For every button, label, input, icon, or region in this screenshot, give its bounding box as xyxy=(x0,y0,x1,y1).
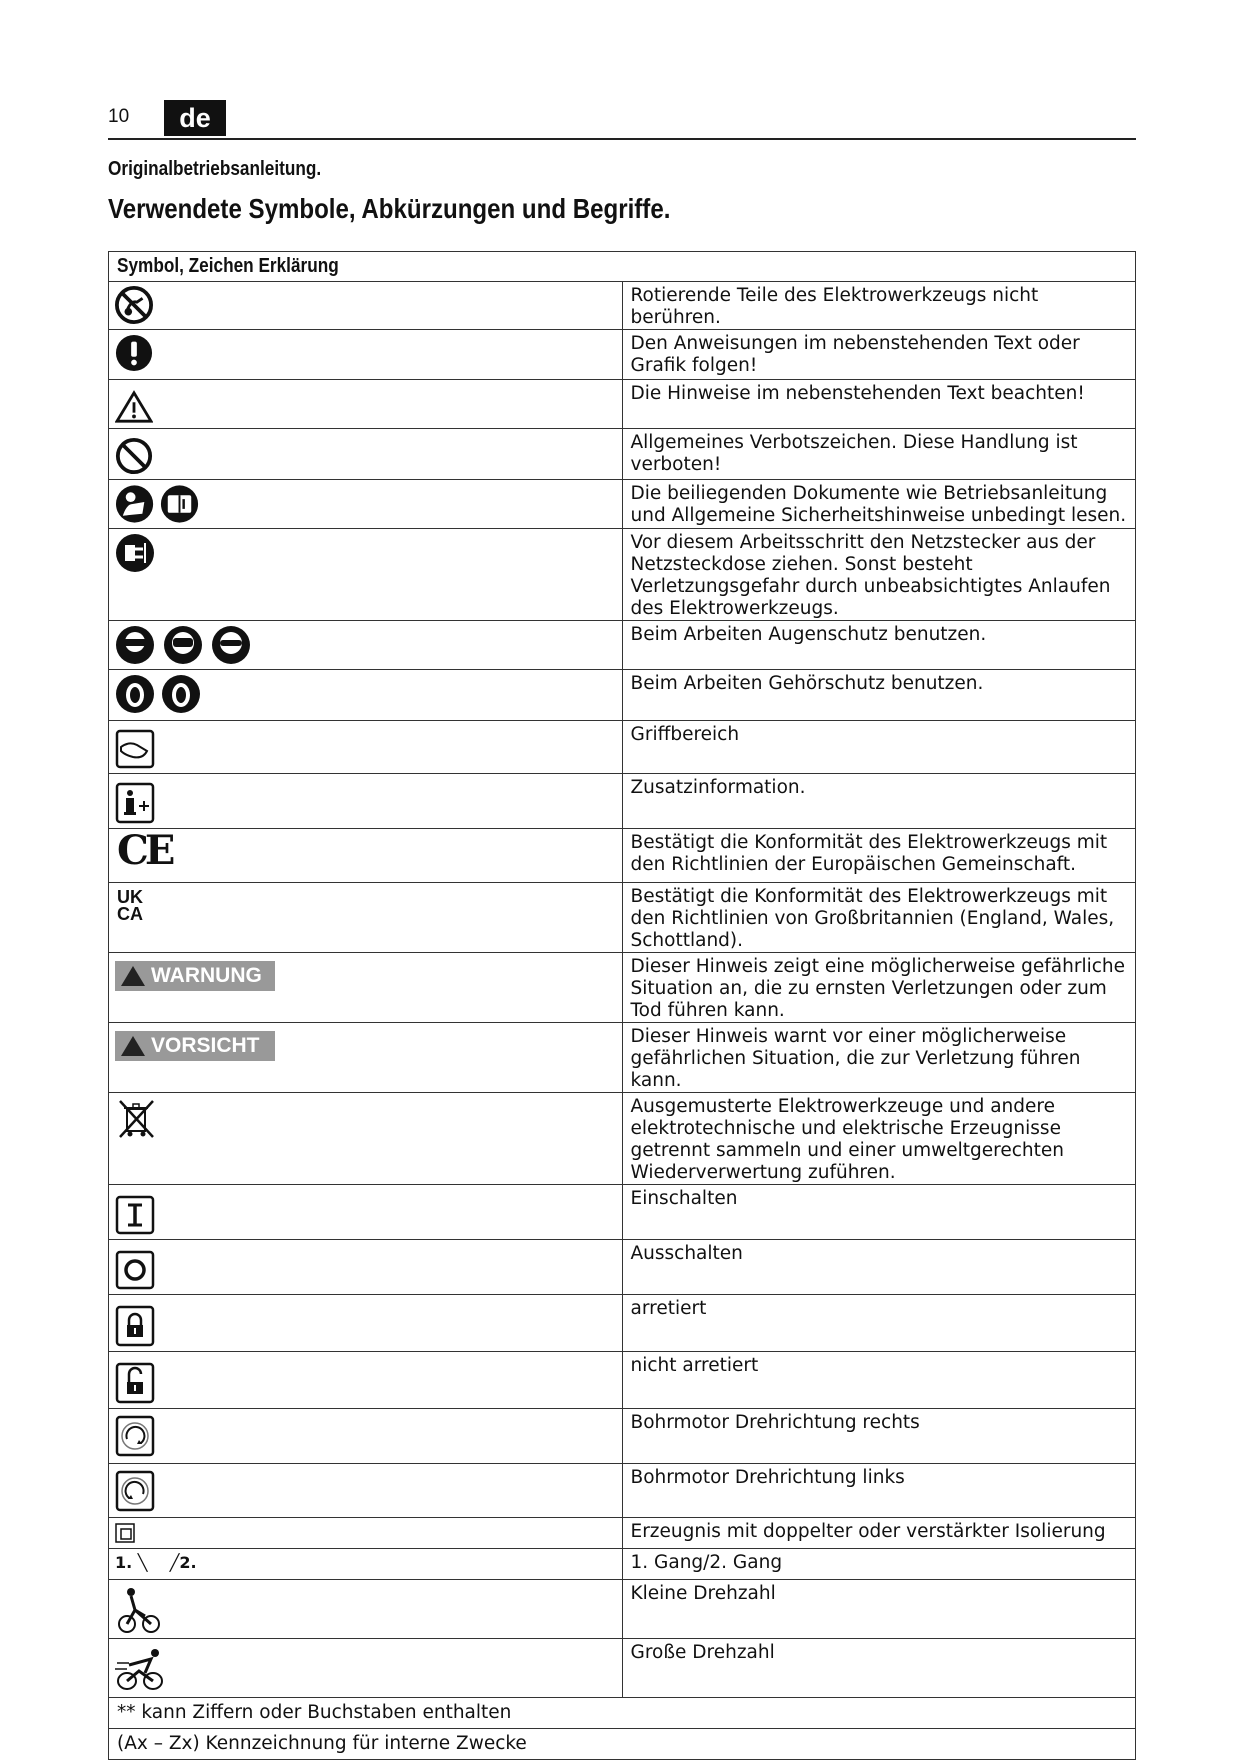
table-row xyxy=(109,1580,1136,1639)
table-row xyxy=(109,429,1136,480)
table-row xyxy=(109,1023,1136,1093)
page-header xyxy=(108,100,1136,140)
grip-area-icon xyxy=(115,729,155,769)
row-description: Beim Arbeiten Gehörschutz benutzen. xyxy=(622,670,1136,721)
row-description: Zusatzinformation. xyxy=(622,774,1136,829)
locked-icon xyxy=(115,1305,155,1347)
mandatory-action-icon xyxy=(115,334,153,372)
switch-on-icon xyxy=(115,1195,155,1235)
double-insulation-icon xyxy=(115,1523,135,1543)
table-row xyxy=(109,380,1136,429)
row-description: Allgemeines Verbotszeichen. Diese Handlung ist verboten! xyxy=(622,429,1136,480)
row-description: Rotierende Teile des Elektrowerkzeugs nicht berühren. xyxy=(622,282,1136,330)
caution-badge-label: VORSICHT xyxy=(151,1034,260,1057)
table-row xyxy=(109,721,1136,774)
ce-mark-icon: CE xyxy=(117,827,172,874)
document-subtitle: Originalbetriebsanleitung. xyxy=(108,158,322,180)
row-description: Bestätigt die Konformität des Elektrowerkzeugs mit den Richtlinien der Europäischen Gemeinschaft. xyxy=(622,829,1136,883)
row-description: Einschalten xyxy=(622,1185,1136,1240)
high-speed-icon xyxy=(115,1645,167,1693)
table-row xyxy=(109,621,1136,670)
table-row xyxy=(109,1518,1136,1549)
table-header: Symbol, Zeichen Erklärung xyxy=(109,252,1136,282)
table-footnote-row xyxy=(109,1698,1136,1729)
page-title: Verwendete Symbole, Abkürzungen und Begriffe. xyxy=(108,193,671,224)
footnote: (Ax – Zx) Kennzeichnung für interne Zwecke xyxy=(109,1729,1136,1760)
table-row xyxy=(109,1185,1136,1240)
eye-protection-icon xyxy=(115,625,251,665)
switch-off-icon xyxy=(115,1250,155,1290)
ukca-top: UK xyxy=(117,887,143,907)
table-row xyxy=(109,829,1136,883)
table-row xyxy=(109,1464,1136,1518)
table-row xyxy=(109,1549,1136,1580)
table-row xyxy=(109,1093,1136,1185)
table-row xyxy=(109,282,1136,330)
row-description: Erzeugnis mit doppelter oder verstärkter Isolierung xyxy=(622,1518,1136,1549)
table-row xyxy=(109,774,1136,829)
table-row xyxy=(109,1240,1136,1295)
row-description: Bestätigt die Konformität des Elektrowerkzeugs mit den Richtlinien von Großbritannien (England, Wales, Schottland). xyxy=(622,883,1136,953)
row-description: Große Drehzahl xyxy=(622,1639,1136,1698)
unplug-icon xyxy=(115,533,155,573)
language-tag: de xyxy=(164,100,226,136)
table-row xyxy=(109,1409,1136,1464)
table-row xyxy=(109,1639,1136,1698)
ukca-mark-icon xyxy=(109,883,622,929)
read-manual-icon xyxy=(115,484,201,524)
prohibition-icon xyxy=(115,437,153,475)
rotation-right-icon xyxy=(115,1415,155,1457)
no-touch-rotating-parts-icon xyxy=(115,286,153,324)
warning-badge-icon xyxy=(115,961,275,991)
low-speed-icon xyxy=(115,1586,163,1634)
table-row xyxy=(109,883,1136,953)
warning-triangle-icon xyxy=(121,966,145,986)
warning-triangle-icon xyxy=(121,1036,145,1056)
table-row xyxy=(109,953,1136,1023)
page-number: 10 xyxy=(108,106,130,127)
table-footnote-row xyxy=(109,1729,1136,1760)
row-description: Bohrmotor Drehrichtung rechts xyxy=(622,1409,1136,1464)
row-description: nicht arretiert xyxy=(622,1352,1136,1409)
row-description: 1. Gang/2. Gang xyxy=(622,1549,1136,1580)
weee-bin-icon xyxy=(115,1097,159,1141)
ukca-bottom: CA xyxy=(117,904,143,924)
table-row xyxy=(109,670,1136,721)
ear-protection-icon xyxy=(115,674,203,714)
additional-info-icon xyxy=(115,782,155,824)
row-description: Kleine Drehzahl xyxy=(622,1580,1136,1639)
unlocked-icon xyxy=(115,1362,155,1404)
table-row xyxy=(109,529,1136,621)
table-row xyxy=(109,1352,1136,1409)
row-description: Ausschalten xyxy=(622,1240,1136,1295)
row-description: Dieser Hinweis zeigt eine möglicherweise gefährliche Situation an, die zu ernsten Verletzungen oder zum Tod führen kann. xyxy=(622,953,1136,1023)
row-description: Den Anweisungen im nebenstehenden Text oder Grafik folgen! xyxy=(622,330,1136,380)
row-description: Bohrmotor Drehrichtung links xyxy=(622,1464,1136,1518)
gear-1-label: 1. xyxy=(115,1553,133,1572)
row-description: Vor diesem Arbeitsschritt den Netzstecker aus der Netzsteckdose ziehen. Sonst besteht Verletzungsgefahr durch unbeabsichtigtes Anlaufen des Elektrowerkzeugs. xyxy=(622,529,1136,621)
gear-2-label: 2. xyxy=(179,1553,197,1572)
row-description: arretiert xyxy=(622,1295,1136,1352)
warning-triangle-icon xyxy=(115,390,153,424)
table-row xyxy=(109,480,1136,529)
row-description: Die beiliegenden Dokumente wie Betriebsanleitung und Allgemeine Sicherheitshinweise unbedingt lesen. xyxy=(622,480,1136,529)
row-description: Beim Arbeiten Augenschutz benutzen. xyxy=(622,621,1136,670)
row-description: Die Hinweise im nebenstehenden Text beachten! xyxy=(622,380,1136,429)
row-description: Dieser Hinweis warnt vor einer möglicherweise gefährlichen Situation, die zur Verletzung führen kann. xyxy=(622,1023,1136,1093)
footnote: ** kann Ziffern oder Buchstaben enthalten xyxy=(109,1698,1136,1729)
row-description: Ausgemusterte Elektrowerkzeuge und andere elektrotechnische und elektrische Erzeugnisse getrennt sammeln und einer umweltgerechten Wiederverwertung zuführen. xyxy=(622,1093,1136,1185)
table-row xyxy=(109,330,1136,380)
symbol-table xyxy=(108,251,1136,1760)
row-description: Griffbereich xyxy=(622,721,1136,774)
warning-badge-label: WARNUNG xyxy=(151,964,262,987)
caution-badge-icon xyxy=(115,1031,275,1061)
gear-selector-icon: 1. ╲ ╱2. xyxy=(115,1553,197,1572)
table-row xyxy=(109,1295,1136,1352)
rotation-left-icon xyxy=(115,1470,155,1512)
